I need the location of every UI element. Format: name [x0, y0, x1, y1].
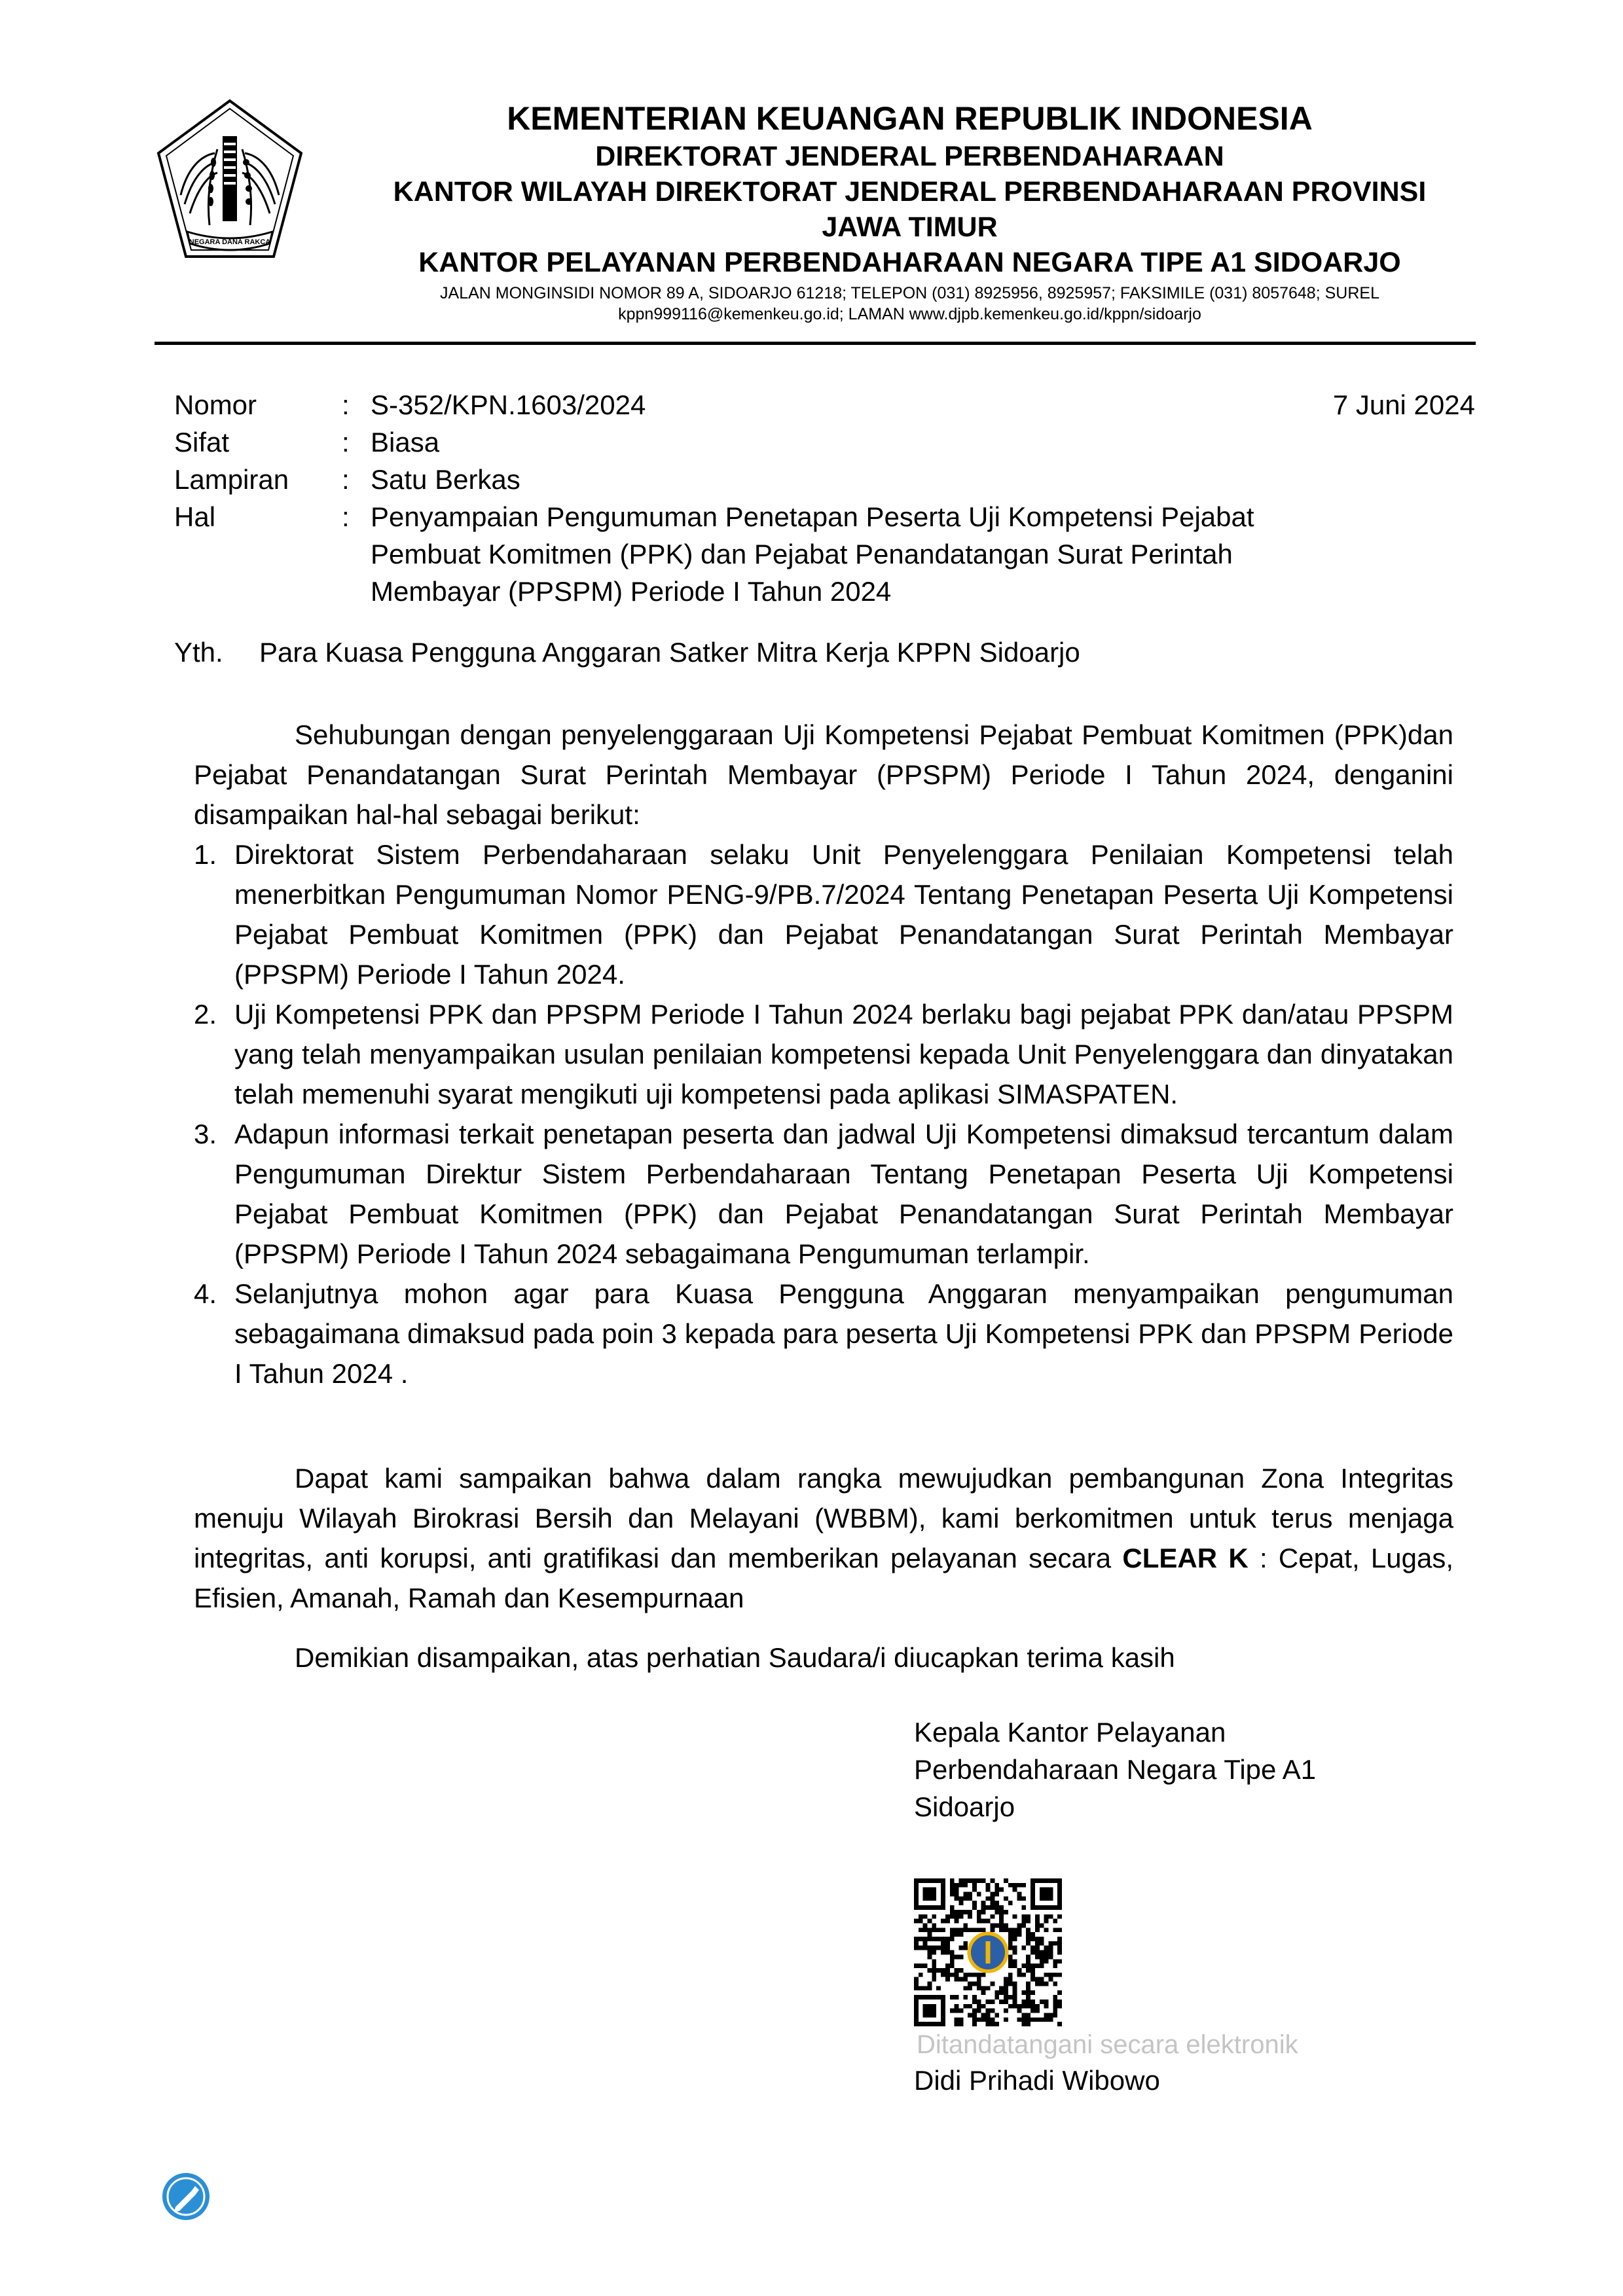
- list-item-text: Adapun informasi terkait penetapan peserta dan jadwal Uji Kompetensi dimaksud tercantum dalam Pengumuman Direktur Sistem Perbendaharaan Tentang Penetapan Peserta Uji Kompetensi Pejabat Pembuat Komitmen (PPK) dan Pejabat Penandatangan Surat Perintah Membayar (PPSPM) Periode I Tahun 2024 sebagaimana Pengumuman terlampir.: [234, 1119, 1453, 1269]
- position-line-2: Perbendaharaan Negara Tipe A1: [914, 1754, 1317, 1785]
- hal-colon: :: [342, 501, 350, 532]
- list-item: [194, 834, 1453, 994]
- lampiran-colon: :: [342, 464, 350, 495]
- list-item: [194, 994, 1453, 1114]
- position-line-1: Kepala Kantor Pelayanan: [914, 1717, 1226, 1748]
- list-item-text: Selanjutnya mohon agar para Kuasa Pengguna Anggaran menyampaikan pengumuman sebagaimana dimaksud pada poin 3 kepada para peserta Uji Kompetensi PPK dan PPSPM Periode I Tahun 2024 .: [234, 1278, 1453, 1389]
- lampiran-value: Satu Berkas: [371, 464, 520, 495]
- intro-paragraph: Sehubungan dengan penyelenggaraan Uji Kompetensi Pejabat Pembuat Komitmen (PPK)dan Pejabat Penandatangan Surat Perintah Membayar (PPSPM) Periode I Tahun 2024, denganini disampaikan hal-hal sebagai berikut:: [194, 719, 1453, 830]
- position-line-3: Sidoarjo: [914, 1791, 1015, 1822]
- recipient-label: Yth.: [174, 637, 223, 668]
- list-item-text: Uji Kompetensi PPK dan PPSPM Periode I Tahun 2024 berlaku bagi pejabat PPK dan/atau PPSPM yang telah menyampaikan usulan penilaian kompetensi kepada Unit Penyelenggara dan dinyatakan telah memenuhi syarat mengikuti uji kompetensi pada aplikasi SIMASPATEN.: [234, 999, 1453, 1109]
- svg-text:NEGARA DANA RAKCA: NEGARA DANA RAKCA: [189, 238, 271, 246]
- lampiran-label: Lampiran: [174, 464, 289, 495]
- integrity-text: Dapat kami sampaikan bahwa dalam rangka mewujudkan pembangunan Zona Integritas menuju Wilayah Birokrasi Bersih dan Melayani (WBBM), kami berkomitmen untuk terus menjaga integritas, anti korupsi, anti gratifikasi dan memberikan pelayanan secara: [194, 1463, 1453, 1573]
- signer-name: Didi Prihadi Wibowo: [914, 2065, 1160, 2096]
- ministry-name: KEMENTERIAN KEUANGAN REPUBLIK INDONESIA: [507, 100, 1313, 137]
- address-line-2: kppn999116@kemenkeu.go.id; LAMAN www.djpb.kemenkeu.go.id/kppn/sidoarjo: [618, 305, 1201, 323]
- letterhead-divider: [155, 342, 1476, 345]
- kemenkeu-logo: [155, 97, 305, 268]
- clear-k-label: CLEAR K: [1122, 1543, 1249, 1573]
- sifat-colon: :: [342, 427, 350, 457]
- province-name: JAWA TIMUR: [822, 211, 998, 243]
- nomor-label: Nomor: [174, 389, 257, 420]
- list-item-text: Direktorat Sistem Perbendaharaan selaku Unit Penyelenggara Penilaian Kompetensi telah menerbitkan Pengumuman Nomor PENG-9/PB.7/2024 Tentang Penetapan Peserta Uji Kompetensi Pejabat Pembuat Komitmen (PPK) dan Pejabat Penandatangan Surat Perintah Membayar (PPSPM) Periode I Tahun 2024.: [234, 839, 1453, 990]
- list-item-number: 3.: [194, 1119, 217, 1149]
- regional-office-name: KANTOR WILAYAH DIREKTORAT JENDERAL PERBENDAHARAAN PROVINSI: [393, 176, 1427, 207]
- integrity-values: : Cepat, Lugas, Efisien, Amanah, Ramah dan Kesempurnaan: [194, 1543, 1453, 1613]
- office-address: [340, 283, 1479, 325]
- letterhead: [340, 97, 1479, 325]
- recipient: [174, 634, 1080, 671]
- points-list: [194, 834, 1453, 1393]
- bsre-pen-icon: [161, 2172, 211, 2221]
- closing-paragraph: [194, 1638, 1453, 1677]
- closing-text: Demikian disampaikan, atas perhatian Saudara/i diucapkan terima kasih: [295, 1642, 1175, 1673]
- list-item-number: 1.: [194, 839, 217, 870]
- recipient-value: Para Kuasa Pengguna Anggaran Satker Mitra Kerja KPPN Sidoarjo: [259, 637, 1080, 668]
- list-item-number: 4.: [194, 1278, 217, 1309]
- address-line-1: JALAN MONGINSIDI NOMOR 89 A, SIDOARJO 61218; TELEPON (031) 8925956, 8925957; FAKSIMILE (031) 8057648; SUREL: [440, 284, 1379, 302]
- directorate-name: DIREKTORAT JENDERAL PERBENDAHARAAN: [595, 141, 1224, 172]
- qr-code-icon: [914, 1878, 1062, 2026]
- letter-body: [194, 715, 1453, 1393]
- letter-date: 7 Juni 2024: [1332, 389, 1475, 420]
- sifat-value: Biasa: [371, 427, 440, 457]
- list-item-number: 2.: [194, 999, 217, 1030]
- list-item: [194, 1114, 1453, 1274]
- nomor-value: S-352/KPN.1603/2024: [371, 389, 646, 420]
- office-name: KANTOR PELAYANAN PERBENDAHARAAN NEGARA TIPE A1 SIDOARJO: [418, 247, 1401, 278]
- sifat-label: Sifat: [174, 427, 230, 457]
- e-sign-note: Ditandatangani secara elektronik: [917, 2030, 1298, 2059]
- integrity-paragraph: [194, 1458, 1453, 1618]
- hal-value: Penyampaian Pengumuman Penetapan Peserta Uji Kompetensi Pejabat Pembuat Komitmen (PPK) dan Pejabat Penandatangan Surat Perintah Membayar (PPSPM) Periode I Tahun 2024: [371, 501, 1254, 607]
- signature-position: [914, 1713, 1316, 1825]
- hal-label: Hal: [174, 501, 216, 532]
- nomor-colon: :: [342, 389, 350, 420]
- list-item: [194, 1274, 1453, 1393]
